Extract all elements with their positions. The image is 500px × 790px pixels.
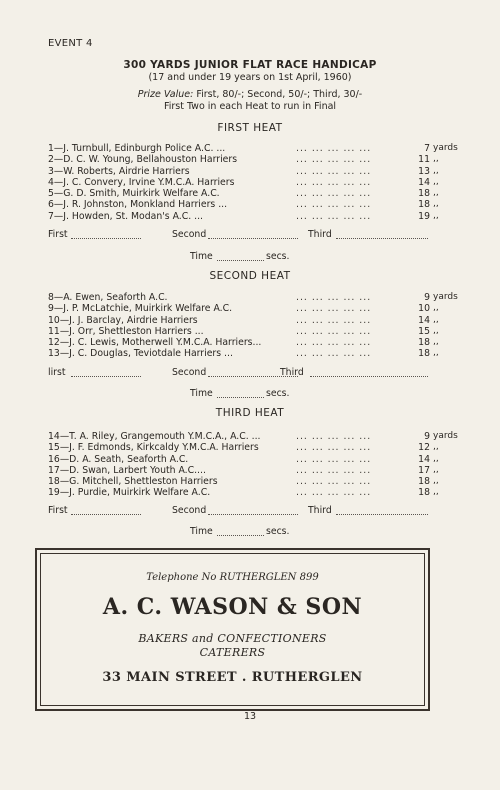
entry-row [48,464,439,476]
entry-unit: yards [433,431,458,441]
entry-row [48,303,439,315]
entry-row [48,314,439,326]
entry-handicap: 19 [418,210,430,222]
entry-handicap: 10 [418,303,430,315]
heat-title-second: SECOND HEAT [209,270,291,282]
entry-name: 15—J. F. Edmonds, Kirkcaldy Y.M.C.A. Harriers [48,442,259,454]
entry-row [48,292,458,303]
leader-dots: ... ... ... ... ... [296,292,372,303]
heat-title-third: THIRD HEAT [215,407,285,419]
entry-unit: ,, [433,442,439,453]
entry-unit: ,, [433,464,439,475]
entry-handicap: 18 [418,337,430,349]
time-line [217,397,264,398]
placing-third-line [336,514,428,515]
entry-unit: ,, [433,453,439,464]
advert-inner-border [40,553,425,706]
time-row-heat-1 [190,251,310,263]
entry-name: 3—W. Roberts, Airdrie Harriers [48,165,190,177]
entry-row [48,325,439,337]
race-title: 300 YARDS JUNIOR FLAT RACE HANDICAP [123,59,377,71]
entry-name: 13—J. C. Douglas, Teviotdale Harriers ... [48,348,233,360]
entry-unit: ,, [433,348,439,359]
leader-dots: ... ... ... ... ... [296,143,372,154]
placing-second-line [208,238,298,239]
leader-dots: ... ... ... ... ... [296,431,372,442]
entry-handicap: 14 [418,453,430,465]
placing-first-line [71,238,141,239]
entry-row [48,154,439,166]
placing-second-label: Second [172,367,207,378]
entry-name: 10—J. J. Barclay, Airdrie Harriers [48,314,198,326]
entry-row [48,442,439,454]
entry-handicap: 9 [424,292,430,303]
event-number: EVENT 4 [48,38,93,49]
time-label: Time [190,526,213,537]
entry-handicap: 14 [418,314,430,326]
leader-dots: ... ... ... ... ... [296,464,372,476]
entry-handicap: 18 [418,476,430,488]
prize-label: Prize Value: [137,89,194,100]
entry-name: 18—G. Mitchell, Shettleston Harriers [48,476,218,488]
entry-name: 11—J. Orr, Shettleston Harriers ... [48,325,204,337]
advert-telephone: Telephone No RUTHERGLEN 899 [146,572,319,583]
entry-row [48,176,439,188]
leader-dots: ... ... ... ... ... [296,337,372,349]
entry-row [48,143,458,154]
leader-dots: ... ... ... ... ... [296,314,372,326]
placing-first-label: lirst [48,367,66,378]
entry-name: 6—J. R. Johnston, Monkland Harriers ... [48,199,228,211]
entry-handicap: 11 [418,154,430,166]
leader-dots: ... ... ... ... ... [296,210,372,222]
placing-third-line [336,238,428,239]
placing-third-label: Third [308,229,332,240]
placing-third-line [310,376,428,377]
entry-name: 8—A. Ewen, Seaforth A.C. [48,292,168,303]
time-row-heat-2 [190,388,310,400]
entry-handicap: 18 [418,188,430,200]
leader-dots: ... ... ... ... ... [296,303,372,315]
entry-row [48,476,439,488]
entry-name: 1—J. Turnbull, Edinburgh Police A.C. ... [48,143,226,154]
entry-row [48,199,439,211]
entry-unit: ,, [433,188,439,199]
time-line [217,535,264,536]
advert-address: 33 MAIN STREET . RUTHERGLEN [102,670,363,685]
prize-text: First, 80/-; Second, 50/-; Third, 30/- [196,89,363,100]
secs-label: secs. [266,251,290,262]
placing-second-line [208,514,298,515]
entry-name: 9—J. P. McLatchie, Muirkirk Welfare A.C. [48,303,233,315]
entry-unit: ,, [433,210,439,221]
heat-title-first: FIRST HEAT [217,122,283,134]
entry-unit: ,, [433,154,439,165]
time-row-heat-3 [190,526,310,538]
entry-handicap: 15 [418,325,430,337]
entry-handicap: 18 [418,199,430,211]
heat-2-entries [48,292,458,360]
entry-row [48,348,439,360]
entry-handicap: 18 [418,487,430,499]
entry-handicap: 17 [418,464,430,476]
entry-row [48,487,439,499]
advert-trade-line: BAKERS and CONFECTIONERS [138,632,327,645]
advert-box [35,548,430,711]
entry-unit: ,, [433,314,439,325]
race-subtitle: (17 and under 19 years on 1st April, 1960) [148,72,352,83]
entry-handicap: 18 [418,348,430,360]
entry-name: 19—J. Purdie, Muirkirk Welfare A.C. [48,487,211,499]
entry-name: 14—T. A. Riley, Grangemouth Y.M.C.A., A.C. ... [48,431,261,442]
entry-name: 4—J. C. Convery, Irvine Y.M.C.A. Harriers [48,176,235,188]
secs-label: secs. [266,388,290,399]
placing-first-label: First [48,505,68,516]
leader-dots: ... ... ... ... ... [296,165,372,177]
placing-first-line [71,376,141,377]
entry-handicap: 9 [424,431,430,442]
entry-unit: yards [433,292,458,302]
time-label: Time [190,251,213,262]
placing-second-label: Second [172,229,207,240]
entry-unit: ,, [433,176,439,187]
leader-dots: ... ... ... ... ... [296,325,372,337]
entry-name: 12—J. C. Lewis, Motherwell Y.M.C.A. Harriers... [48,337,262,349]
entry-handicap: 14 [418,176,430,188]
entry-row [48,165,439,177]
placing-third-label: Third [308,505,332,516]
entry-row [48,210,439,222]
entry-unit: ,, [433,476,439,487]
entry-unit: ,, [433,487,439,498]
entry-unit: ,, [433,199,439,210]
leader-dots: ... ... ... ... ... [296,176,372,188]
page-number: 13 [243,711,257,722]
heat-1-entries [48,143,458,222]
entry-name: 17—D. Swan, Larbert Youth A.C.... [48,464,206,476]
entry-name: 7—J. Howden, St. Modan's A.C. ... [48,210,204,222]
leader-dots: ... ... ... ... ... [296,154,372,166]
entry-handicap: 7 [424,143,430,154]
entry-row [48,337,439,349]
entry-name: 16—D. A. Seath, Seaforth A.C. [48,453,189,465]
advert-company-name: A. C. WASON & SON [102,594,363,620]
leader-dots: ... ... ... ... ... [296,476,372,488]
placing-first-line [71,514,141,515]
entry-row [48,453,439,465]
entry-unit: ,, [433,165,439,176]
entry-row [48,431,458,442]
entry-row [48,188,439,200]
heat-3-entries [48,431,458,499]
placings-row-heat-3 [48,505,428,517]
leader-dots: ... ... ... ... ... [296,199,372,211]
entry-handicap: 12 [418,442,430,454]
entry-unit: ,, [433,325,439,336]
leader-dots: ... ... ... ... ... [296,453,372,465]
placing-third-label: Third [280,367,304,378]
entry-unit: yards [433,143,458,153]
leader-dots: ... ... ... ... ... [296,188,372,200]
entry-name: 5—G. D. Smith, Muirkirk Welfare A.C. [48,188,220,200]
placing-first-label: First [48,229,68,240]
leader-dots: ... ... ... ... ... [296,487,372,499]
entry-name: 2—D. C. W. Young, Bellahouston Harriers [48,154,238,166]
final-note: First Two in each Heat to run in Final [163,101,337,112]
placing-second-label: Second [172,505,207,516]
prize-value [0,89,500,100]
entry-unit: ,, [433,337,439,348]
secs-label: secs. [266,526,290,537]
advert-caterers-line: CATERERS [199,646,266,659]
placings-row-heat-2 [48,367,428,379]
leader-dots: ... ... ... ... ... [296,442,372,454]
entry-handicap: 13 [418,165,430,177]
leader-dots: ... ... ... ... ... [296,348,372,360]
time-label: Time [190,388,213,399]
entry-unit: ,, [433,303,439,314]
time-line [217,260,264,261]
placings-row-heat-1 [48,229,428,241]
